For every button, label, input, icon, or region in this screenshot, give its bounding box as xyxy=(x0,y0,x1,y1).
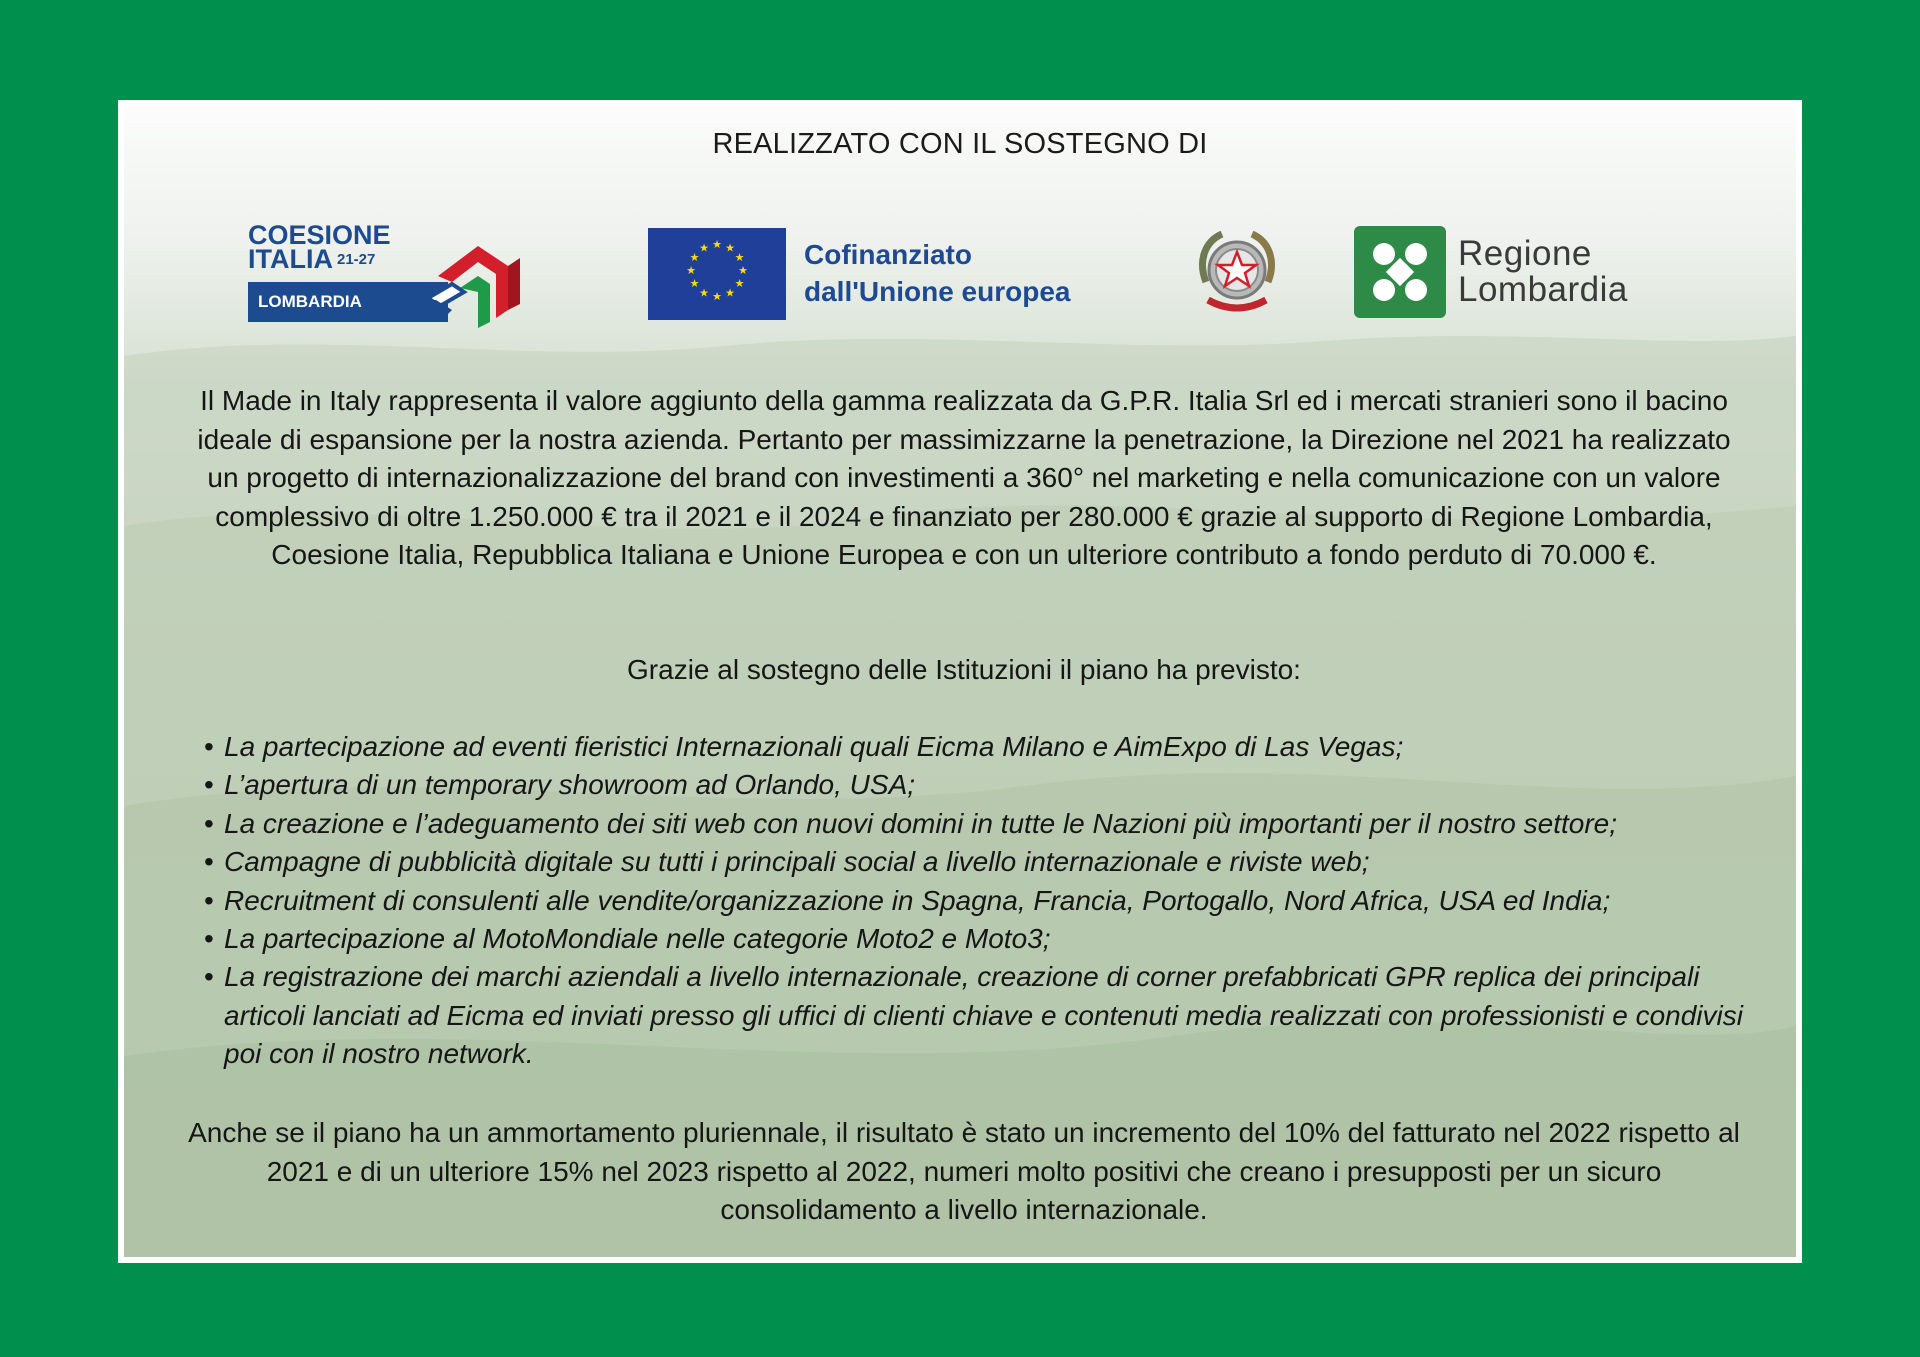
regione-logo-text xyxy=(1458,236,1628,308)
svg-text:★: ★ xyxy=(689,277,700,290)
svg-text:★: ★ xyxy=(686,264,696,277)
intro-paragraph: Il Made in Italy rappresenta il valore aggiunto della gamma realizzata da G.P.R. Italia Srl ed i mercati stranieri sono il bacino ideale di espansione per la nostra azienda. Pertanto per massimizzarne la penetrazione, la Direzione nel 2021 ha realizzato un progetto di internazionalizzazione del brand con investimenti a 360° nel marketing e nella comunicazione con un valore complessivo di oltre 1.250.000 € tra il 2021 e il 2024 e finanziato per 280.000 € grazie al supporto di Regione Lombardia, Coesione Italia, Repubblica Italiana e Unione Europea e con un ulteriore contributo a fondo perduto di 70.000 €. xyxy=(197,385,1731,570)
regione-line1: Regione xyxy=(1458,234,1592,273)
svg-text:★: ★ xyxy=(712,290,722,303)
italian-republic-emblem-icon xyxy=(1192,222,1282,322)
list-item: • L’apertura di un temporary showroom ad Orlando, USA; xyxy=(204,766,1744,804)
svg-text:★: ★ xyxy=(734,251,745,264)
list-item: • La registrazione dei marchi aziendali a livello internazionale, creazione di corner prefabbricati GPR replica dei principali articoli lanciati ad Eicma ed inviati presso gli uffici di clienti chiave e contenuti media realizzati con professionisti e condivisi poi con il nostro network. xyxy=(204,958,1744,1073)
eu-line1: Cofinanziato xyxy=(804,239,972,270)
svg-text:★: ★ xyxy=(734,277,745,290)
svg-text:★: ★ xyxy=(725,241,735,255)
regione-lombardia-rose-icon xyxy=(1354,226,1446,318)
regione-line2: Lombardia xyxy=(1458,270,1628,309)
svg-text:★: ★ xyxy=(699,286,709,300)
poster-panel xyxy=(118,100,1802,1263)
list-item: • Campagne di pubblicità digitale su tutti i principali social a livello internazionale e riviste web; xyxy=(204,843,1744,881)
regione-lombardia-logo xyxy=(1354,226,1684,320)
list-item: • Recruitment di consulenti alle vendite/organizzazione in Spagna, Francia, Portogallo, Nord Africa, USA ed India; xyxy=(204,882,1744,920)
eu-logo-text xyxy=(804,236,1070,310)
conclusion-paragraph: Anche se il piano ha un ammortamento pluriennale, il risultato è stato un incremento del 10% del fatturato nel 2022 rispetto al 2021 e di un ulteriore 15% nel 2023 rispetto al 2022, numeri molto positivi che creano i presupposti per un sicuro consolidamento a livello internazionale. xyxy=(188,1117,1740,1225)
svg-text:★: ★ xyxy=(689,251,700,264)
svg-text:★: ★ xyxy=(738,264,748,277)
list-intro: Grazie al sostegno delle Istituzioni il piano ha previsto: xyxy=(627,654,1301,685)
coesione-line1: COESIONE xyxy=(248,220,391,250)
coesione-years: 21-27 xyxy=(336,251,376,268)
coesione-cube-icon xyxy=(408,218,528,328)
svg-text:★: ★ xyxy=(725,286,735,300)
eu-line2: dall'Unione europea xyxy=(804,276,1071,307)
coesione-region-bar: LOMBARDIA xyxy=(248,282,448,322)
eu-flag-icon xyxy=(648,228,786,320)
eu-cofinanced-logo xyxy=(648,226,1118,320)
list-item: • La partecipazione ad eventi fieristici Internazionali quali Eicma Milano e AimExpo di Las Vegas; xyxy=(204,728,1744,766)
svg-text:★: ★ xyxy=(699,241,709,255)
initiatives-list xyxy=(204,728,1744,1074)
coesione-line2: ITALIA $^{21-27}$ xyxy=(248,244,376,274)
heading: REALIZZATO CON IL SOSTEGNO DI xyxy=(712,128,1208,160)
list-item: • La creazione e l’adeguamento dei siti web con nuovi domini in tutte le Nazioni più importanti per il nostro settore; xyxy=(204,805,1744,843)
svg-text:★: ★ xyxy=(712,238,722,251)
list-item: • La partecipazione al MotoMondiale nelle categorie Moto2 e Moto3; xyxy=(204,920,1744,958)
coesione-italia-logo xyxy=(248,218,528,328)
